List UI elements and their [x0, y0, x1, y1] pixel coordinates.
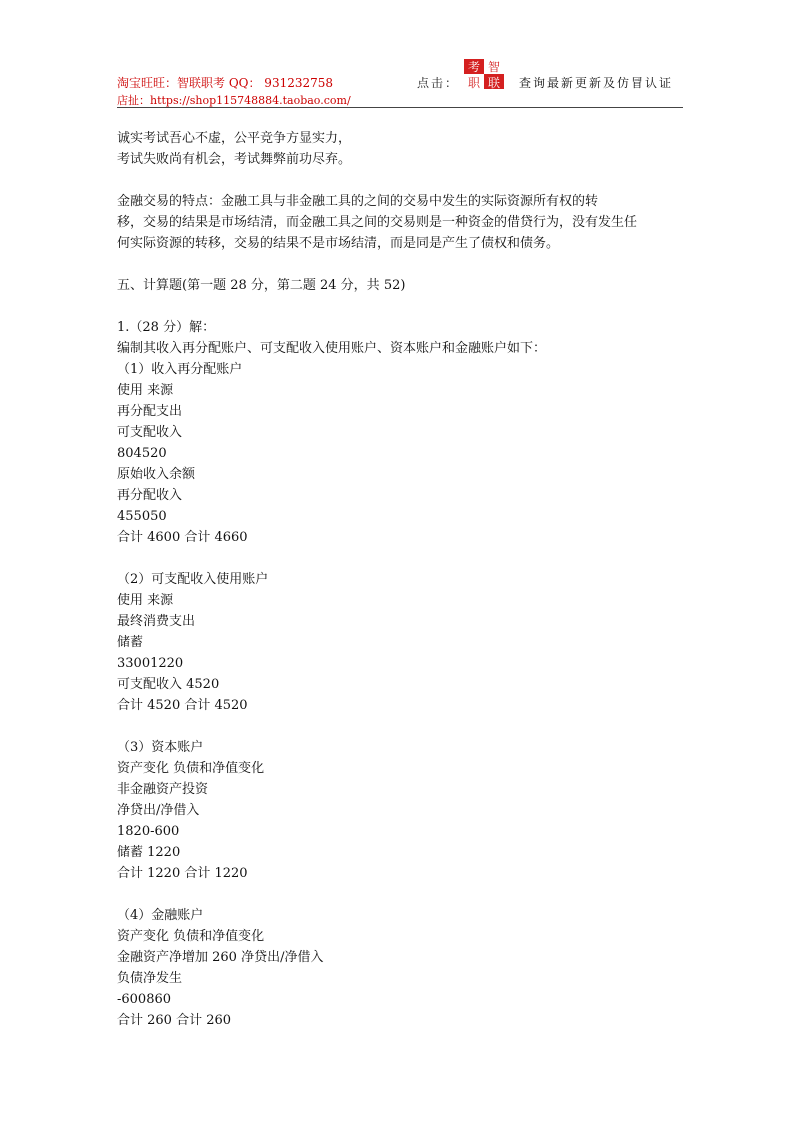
header-shop-link[interactable]: 店扯：https://shop115748884.taobao.com/: [117, 94, 351, 107]
svg-text:职: 职: [467, 76, 481, 90]
page-header: [117, 52, 683, 108]
text-line: 编制其收入再分配账户、可支配收入使用账户、资本账户和金融账户如下：: [117, 341, 547, 356]
blank-line: [117, 254, 687, 275]
text-line: 诚实考试吾心不虚，公平竞争方显实力，: [117, 131, 352, 146]
text-line: 使用 来源: [117, 383, 174, 398]
blank-line: [117, 296, 687, 317]
text-line: 资产变化 负债和净值变化: [117, 761, 265, 776]
text-line: 最终消费支出: [117, 614, 196, 629]
text-line: 金融资产净增加 260 净贷出/净借入: [117, 950, 324, 965]
svg-text:智: 智: [487, 60, 501, 74]
text-line: 可支配收入 4520: [117, 677, 220, 692]
text-line: （2）可支配收入使用账户: [117, 572, 269, 587]
text-line: （1）收入再分配账户: [117, 362, 243, 377]
text-line: （3）资本账户: [117, 740, 204, 755]
text-line: 合计 1220 合计 1220: [117, 866, 248, 881]
text-line: 净贷出/净借入: [117, 803, 200, 818]
text-line: 非金融资产投资: [117, 782, 209, 797]
text-line: 五、计算题(第一题 28 分，第二题 24 分，共 52): [117, 278, 406, 293]
text-line: 1.（28 分）解：: [117, 320, 216, 335]
text-line: 455050: [117, 509, 167, 524]
text-line: 何实际资源的转移，交易的结果不是市场结清，而是同是产生了债权和债务。: [117, 236, 560, 251]
document-body: [117, 128, 687, 1031]
text-line: （4）金融账户: [117, 908, 204, 923]
text-line: 可支配收入: [117, 425, 183, 440]
blank-line: [117, 170, 687, 191]
header-contact-line: 淘宝旺旺：智联职考 QQ： 931232758: [117, 76, 334, 90]
header-verify-text: 查询最新更新及仿冒认证: [519, 76, 674, 90]
text-line: 合计 4520 合计 4520: [117, 698, 248, 713]
blank-line: [117, 548, 687, 569]
header-click-label: 点击：: [417, 76, 460, 90]
svg-text:考: 考: [467, 60, 481, 74]
text-line: 资产变化 负债和净值变化: [117, 929, 265, 944]
zhilian-logo-icon[interactable]: [462, 57, 506, 91]
text-line: 移，交易的结果是市场结清，而金融工具之间的交易则是一种资金的借贷行为，没有发生任: [117, 215, 638, 230]
text-line: 合计 4600 合计 4660: [117, 530, 248, 545]
blank-line: [117, 884, 687, 905]
svg-text:联: 联: [487, 76, 501, 90]
text-line: 原始收入余额: [117, 467, 196, 482]
text-line: 合计 260 合计 260: [117, 1013, 232, 1028]
header-divider: [117, 107, 683, 108]
text-line: 金融交易的特点：金融工具与非金融工具的之间的交易中发生的实际资源所有权的转: [117, 194, 599, 209]
text-line: 考试失败尚有机会，考试舞弊前功尽弃。: [117, 152, 352, 167]
text-line: 804520: [117, 446, 167, 461]
text-line: 33001220: [117, 656, 184, 671]
text-line: 负债净发生: [117, 971, 183, 986]
text-line: 储蓄: [117, 635, 144, 650]
text-line: 1820-600: [117, 824, 180, 839]
text-line: -600860: [117, 992, 172, 1007]
text-line: 再分配收入: [117, 488, 183, 503]
text-line: 使用 来源: [117, 593, 174, 608]
text-line: 储蓄 1220: [117, 845, 181, 860]
blank-line: [117, 716, 687, 737]
text-line: 再分配支出: [117, 404, 183, 419]
